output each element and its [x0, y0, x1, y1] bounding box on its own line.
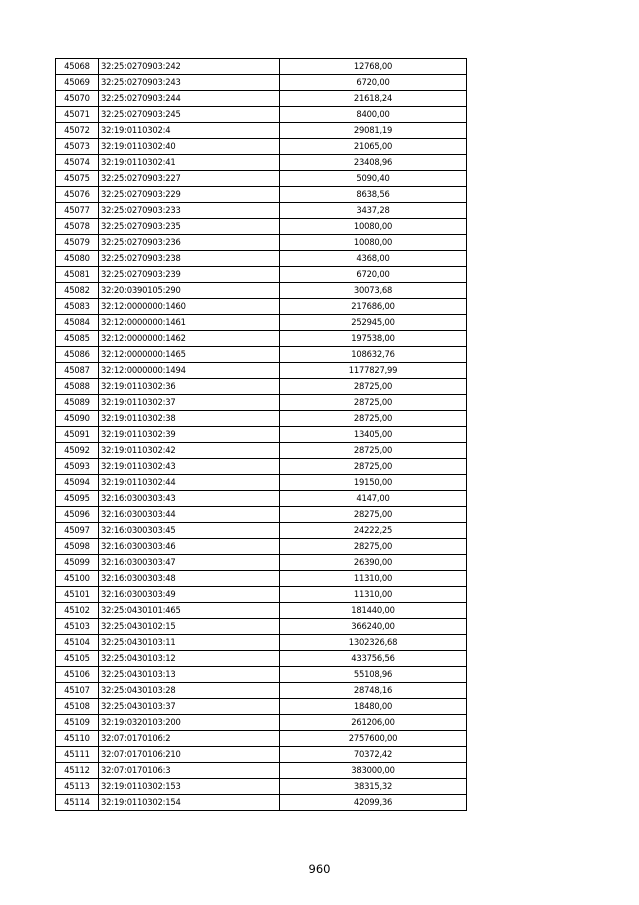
- cadastral-number-cell: 32:16:0300303:48: [99, 571, 280, 587]
- cadastral-value-cell: 23408,96: [280, 155, 467, 171]
- table-row: [56, 555, 467, 571]
- table-row: [56, 619, 467, 635]
- table-row: [56, 395, 467, 411]
- cadastral-value-cell: 24222,25: [280, 523, 467, 539]
- row-number-cell: 45072: [56, 123, 99, 139]
- cadastral-number-cell: 32:25:0430103:37: [99, 699, 280, 715]
- cadastral-number-cell: 32:19:0110302:4: [99, 123, 280, 139]
- table-row: [56, 171, 467, 187]
- row-number-cell: 45104: [56, 635, 99, 651]
- table-row: [56, 523, 467, 539]
- table-row: [56, 155, 467, 171]
- cadastral-value-cell: 108632,76: [280, 347, 467, 363]
- cadastral-value-cell: 8638,56: [280, 187, 467, 203]
- table-row: [56, 283, 467, 299]
- cadastral-number-cell: 32:25:0270903:236: [99, 235, 280, 251]
- row-number-cell: 45081: [56, 267, 99, 283]
- cadastral-number-cell: 32:12:0000000:1460: [99, 299, 280, 315]
- cadastral-value-cell: 28725,00: [280, 443, 467, 459]
- cadastral-value-cell: 181440,00: [280, 603, 467, 619]
- row-number-cell: 45113: [56, 779, 99, 795]
- row-number-cell: 45080: [56, 251, 99, 267]
- row-number-cell: 45095: [56, 491, 99, 507]
- row-number-cell: 45086: [56, 347, 99, 363]
- row-number-cell: 45107: [56, 683, 99, 699]
- cadastral-number-cell: 32:25:0270903:233: [99, 203, 280, 219]
- cadastral-number-cell: 32:25:0430101:465: [99, 603, 280, 619]
- cadastral-value-cell: 28275,00: [280, 539, 467, 555]
- row-number-cell: 45088: [56, 379, 99, 395]
- cadastral-value-cell: 28725,00: [280, 411, 467, 427]
- table-row: [56, 651, 467, 667]
- row-number-cell: 45079: [56, 235, 99, 251]
- row-number-cell: 45089: [56, 395, 99, 411]
- row-number-cell: 45075: [56, 171, 99, 187]
- row-number-cell: 45070: [56, 91, 99, 107]
- table-row: [56, 587, 467, 603]
- cadastral-value-cell: 70372,42: [280, 747, 467, 763]
- cadastral-value-cell: 19150,00: [280, 475, 467, 491]
- cadastral-number-cell: 32:19:0110302:38: [99, 411, 280, 427]
- cadastral-value-cell: 12768,00: [280, 59, 467, 75]
- cadastral-value-cell: 42099,36: [280, 795, 467, 811]
- row-number-cell: 45101: [56, 587, 99, 603]
- row-number-cell: 45090: [56, 411, 99, 427]
- row-number-cell: 45078: [56, 219, 99, 235]
- table-row: [56, 251, 467, 267]
- row-number-cell: 45073: [56, 139, 99, 155]
- cadastral-number-cell: 32:20:0390105:290: [99, 283, 280, 299]
- cadastral-number-cell: 32:25:0270903:239: [99, 267, 280, 283]
- table-row: [56, 299, 467, 315]
- cadastral-number-cell: 32:12:0000000:1465: [99, 347, 280, 363]
- table-row: [56, 75, 467, 91]
- page-number: 960: [308, 862, 331, 876]
- row-number-cell: 45074: [56, 155, 99, 171]
- row-number-cell: 45092: [56, 443, 99, 459]
- cadastral-number-cell: 32:19:0110302:37: [99, 395, 280, 411]
- table-body: [56, 59, 467, 811]
- cadastral-number-cell: 32:12:0000000:1494: [99, 363, 280, 379]
- cadastral-value-cell: 6720,00: [280, 75, 467, 91]
- cadastral-number-cell: 32:25:0430102:15: [99, 619, 280, 635]
- cadastral-number-cell: 32:16:0300303:45: [99, 523, 280, 539]
- row-number-cell: 45068: [56, 59, 99, 75]
- row-number-cell: 45098: [56, 539, 99, 555]
- cadastral-number-cell: 32:16:0300303:46: [99, 539, 280, 555]
- table-row: [56, 347, 467, 363]
- table-row: [56, 635, 467, 651]
- cadastral-value-cell: 28725,00: [280, 459, 467, 475]
- cadastral-number-cell: 32:25:0270903:245: [99, 107, 280, 123]
- table-row: [56, 475, 467, 491]
- cadastral-number-cell: 32:19:0110302:36: [99, 379, 280, 395]
- row-number-cell: 45099: [56, 555, 99, 571]
- cadastral-value-cell: 10080,00: [280, 235, 467, 251]
- table-row: [56, 235, 467, 251]
- cadastral-number-cell: 32:25:0270903:227: [99, 171, 280, 187]
- table-row: [56, 187, 467, 203]
- cadastral-value-cell: 383000,00: [280, 763, 467, 779]
- cadastral-number-cell: 32:25:0270903:229: [99, 187, 280, 203]
- row-number-cell: 45105: [56, 651, 99, 667]
- table-row: [56, 667, 467, 683]
- table-row: [56, 795, 467, 811]
- cadastral-value-cell: 10080,00: [280, 219, 467, 235]
- cadastral-value-cell: 366240,00: [280, 619, 467, 635]
- row-number-cell: 45087: [56, 363, 99, 379]
- cadastral-value-cell: 4368,00: [280, 251, 467, 267]
- cadastral-value-cell: 21618,24: [280, 91, 467, 107]
- cadastral-number-cell: 32:16:0300303:43: [99, 491, 280, 507]
- cadastral-number-cell: 32:25:0430103:12: [99, 651, 280, 667]
- cadastral-value-cell: 4147,00: [280, 491, 467, 507]
- row-number-cell: 45102: [56, 603, 99, 619]
- table-row: [56, 603, 467, 619]
- cadastral-number-cell: 32:19:0110302:40: [99, 139, 280, 155]
- cadastral-number-cell: 32:25:0270903:242: [99, 59, 280, 75]
- cadastral-number-cell: 32:12:0000000:1461: [99, 315, 280, 331]
- table-row: [56, 715, 467, 731]
- row-number-cell: 45096: [56, 507, 99, 523]
- row-number-cell: 45085: [56, 331, 99, 347]
- table-row: [56, 731, 467, 747]
- cadastral-value-cell: 28725,00: [280, 395, 467, 411]
- table-row: [56, 379, 467, 395]
- table-row: [56, 107, 467, 123]
- table-row: [56, 491, 467, 507]
- table-row: [56, 779, 467, 795]
- cadastral-value-cell: 433756,56: [280, 651, 467, 667]
- cadastral-number-cell: 32:19:0110302:39: [99, 427, 280, 443]
- table-row: [56, 507, 467, 523]
- cadastral-number-cell: 32:16:0300303:49: [99, 587, 280, 603]
- cadastral-number-cell: 32:25:0270903:235: [99, 219, 280, 235]
- table-row: [56, 539, 467, 555]
- row-number-cell: 45103: [56, 619, 99, 635]
- row-number-cell: 45114: [56, 795, 99, 811]
- table-row: [56, 427, 467, 443]
- cadastral-value-cell: 2757600,00: [280, 731, 467, 747]
- table-row: [56, 763, 467, 779]
- cadastral-number-cell: 32:25:0270903:244: [99, 91, 280, 107]
- cadastral-value-cell: 3437,28: [280, 203, 467, 219]
- cadastral-number-cell: 32:25:0430103:11: [99, 635, 280, 651]
- cadastral-number-cell: 32:19:0110302:43: [99, 459, 280, 475]
- row-number-cell: 45109: [56, 715, 99, 731]
- cadastral-number-cell: 32:25:0430103:28: [99, 683, 280, 699]
- table-row: [56, 139, 467, 155]
- table-row: [56, 443, 467, 459]
- cadastral-value-table: [55, 58, 467, 811]
- table-row: [56, 459, 467, 475]
- cadastral-number-cell: 32:16:0300303:44: [99, 507, 280, 523]
- cadastral-value-cell: 55108,96: [280, 667, 467, 683]
- cadastral-value-cell: 28748,16: [280, 683, 467, 699]
- row-number-cell: 45100: [56, 571, 99, 587]
- cadastral-number-cell: 32:19:0110302:42: [99, 443, 280, 459]
- cadastral-value-cell: 28725,00: [280, 379, 467, 395]
- table-row: [56, 363, 467, 379]
- cadastral-value-cell: 28275,00: [280, 507, 467, 523]
- cadastral-value-cell: 26390,00: [280, 555, 467, 571]
- cadastral-number-cell: 32:07:0170106:2: [99, 731, 280, 747]
- cadastral-value-cell: 11310,00: [280, 571, 467, 587]
- row-number-cell: 45112: [56, 763, 99, 779]
- row-number-cell: 45069: [56, 75, 99, 91]
- cadastral-value-cell: 217686,00: [280, 299, 467, 315]
- cadastral-number-cell: 32:19:0110302:41: [99, 155, 280, 171]
- cadastral-value-cell: 18480,00: [280, 699, 467, 715]
- cadastral-number-cell: 32:19:0110302:154: [99, 795, 280, 811]
- table-row: [56, 331, 467, 347]
- table-row: [56, 123, 467, 139]
- row-number-cell: 45091: [56, 427, 99, 443]
- cadastral-value-cell: 261206,00: [280, 715, 467, 731]
- row-number-cell: 45084: [56, 315, 99, 331]
- row-number-cell: 45111: [56, 747, 99, 763]
- row-number-cell: 45082: [56, 283, 99, 299]
- cadastral-number-cell: 32:07:0170106:3: [99, 763, 280, 779]
- table-row: [56, 747, 467, 763]
- cadastral-value-cell: 30073,68: [280, 283, 467, 299]
- row-number-cell: 45083: [56, 299, 99, 315]
- table-row: [56, 315, 467, 331]
- cadastral-value-cell: 11310,00: [280, 587, 467, 603]
- cadastral-number-cell: 32:16:0300303:47: [99, 555, 280, 571]
- cadastral-number-cell: 32:12:0000000:1462: [99, 331, 280, 347]
- table-row: [56, 411, 467, 427]
- cadastral-value-cell: 1302326,68: [280, 635, 467, 651]
- table-row: [56, 203, 467, 219]
- row-number-cell: 45094: [56, 475, 99, 491]
- cadastral-number-cell: 32:07:0170106:210: [99, 747, 280, 763]
- cadastral-value-cell: 6720,00: [280, 267, 467, 283]
- row-number-cell: 45077: [56, 203, 99, 219]
- row-number-cell: 45093: [56, 459, 99, 475]
- cadastral-value-cell: 13405,00: [280, 427, 467, 443]
- row-number-cell: 45071: [56, 107, 99, 123]
- row-number-cell: 45076: [56, 187, 99, 203]
- cadastral-number-cell: 32:19:0320103:200: [99, 715, 280, 731]
- row-number-cell: 45110: [56, 731, 99, 747]
- table-row: [56, 699, 467, 715]
- table-row: [56, 267, 467, 283]
- table-row: [56, 59, 467, 75]
- cadastral-value-cell: 1177827,99: [280, 363, 467, 379]
- cadastral-value-cell: 8400,00: [280, 107, 467, 123]
- cadastral-number-cell: 32:25:0270903:238: [99, 251, 280, 267]
- table-row: [56, 571, 467, 587]
- row-number-cell: 45106: [56, 667, 99, 683]
- cadastral-value-cell: 252945,00: [280, 315, 467, 331]
- row-number-cell: 45097: [56, 523, 99, 539]
- cadastral-number-cell: 32:19:0110302:44: [99, 475, 280, 491]
- cadastral-number-cell: 32:25:0270903:243: [99, 75, 280, 91]
- cadastral-value-cell: 197538,00: [280, 331, 467, 347]
- cadastral-number-cell: 32:19:0110302:153: [99, 779, 280, 795]
- table-row: [56, 219, 467, 235]
- cadastral-value-cell: 38315,32: [280, 779, 467, 795]
- cadastral-number-cell: 32:25:0430103:13: [99, 667, 280, 683]
- cadastral-value-cell: 5090,40: [280, 171, 467, 187]
- cadastral-value-cell: 29081,19: [280, 123, 467, 139]
- table-row: [56, 683, 467, 699]
- row-number-cell: 45108: [56, 699, 99, 715]
- table-row: [56, 91, 467, 107]
- cadastral-value-cell: 21065,00: [280, 139, 467, 155]
